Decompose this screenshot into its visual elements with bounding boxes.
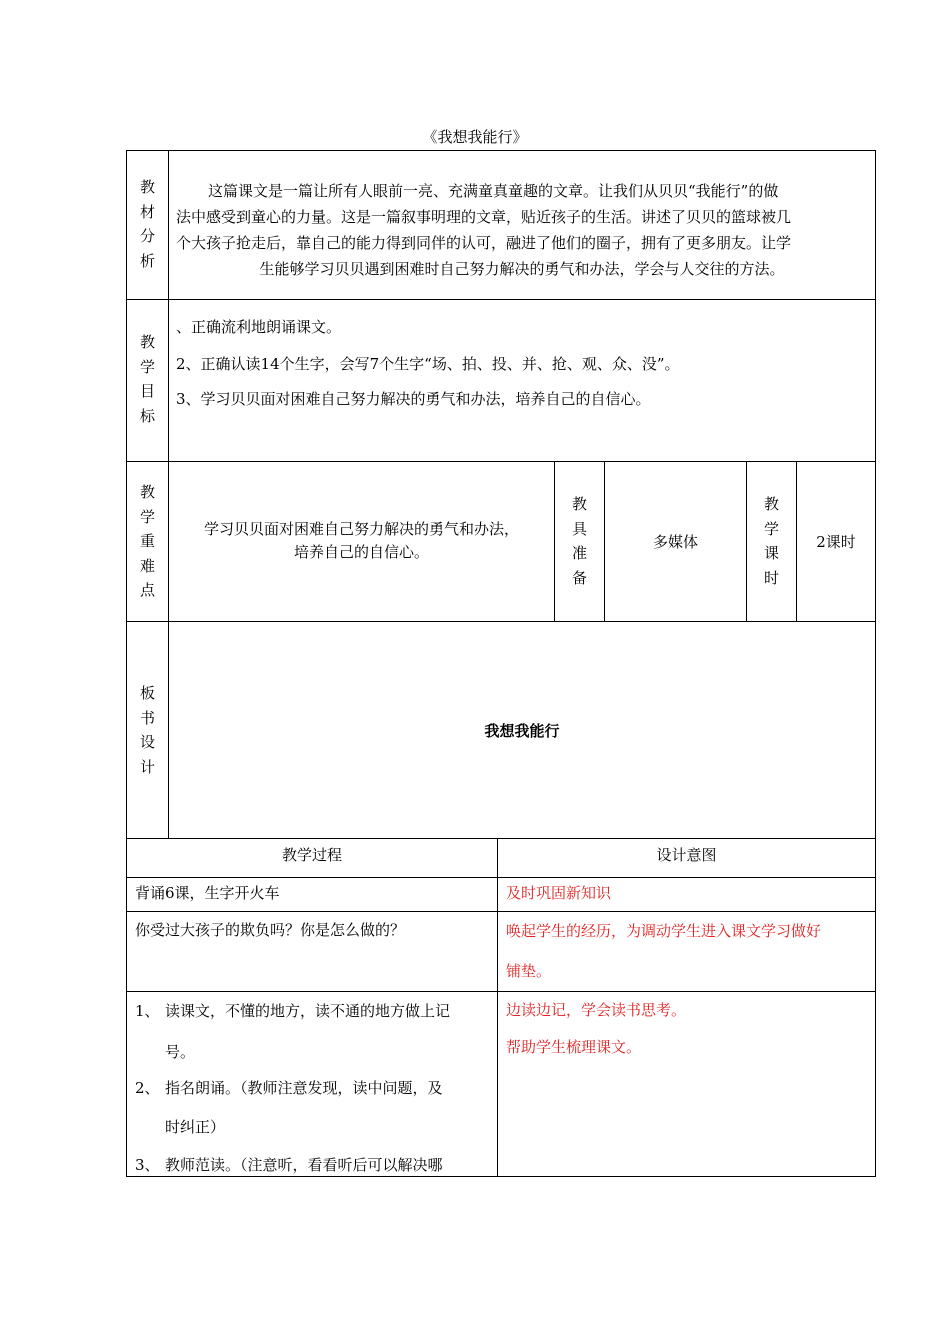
goal-item: 、正确流利地朗诵课文。 — [176, 318, 342, 336]
intent-cell: 唤起学生的经历，为调动学生进入课文学习做好 — [506, 922, 822, 940]
key-points-text: 学习贝贝面对困难自己努力解决的勇气和办法， 培养自己的自信心。 — [203, 520, 519, 561]
analysis-text: 这篇课文是一篇让所有人眼前一亮、充满童真童趣的文章。让我们从贝贝“我能行”的做 法中感受到童心的力量。这是一篇叙事明理的文章，贴近孩子的生活。讲述了贝贝的篮球被几 个大孩子抢走后，靠自己的能力得到同伴的认可，融进了他们的圈子，拥有了更多朋友。让学 生能够学习贝贝遇到困难时自己努力解决的勇气和办法，学会与人交往的方法。 — [176, 182, 792, 278]
intent-header: 设计意图 — [656, 846, 717, 864]
process-item-number: 2、 — [135, 1079, 160, 1097]
hours-value: 2课时 — [816, 533, 856, 551]
table-border — [126, 150, 127, 1177]
key-points-label: 教 学 重 难 点 — [139, 483, 155, 599]
table-border — [126, 461, 876, 462]
process-cell: 背诵6课，生字开火车 — [135, 884, 280, 902]
analysis-label: 教 材 分 析 — [139, 178, 155, 270]
process-item: 时纠正） — [165, 1118, 226, 1136]
intent-cell: 帮助学生梳理课文。 — [506, 1038, 642, 1056]
document-title: 《我想我能行》 — [422, 128, 528, 146]
board-content: 我想我能行 — [484, 722, 560, 740]
table-border — [875, 150, 876, 1177]
prep-value: 多媒体 — [652, 533, 698, 551]
process-item: 号。 — [165, 1043, 196, 1061]
table-border — [126, 877, 876, 878]
table-border — [126, 838, 876, 839]
hours-label: 教 学 课 时 — [763, 495, 779, 587]
process-cell: 你受过大孩子的欺负吗？你是怎么做的？ — [135, 921, 406, 939]
table-border — [126, 1176, 876, 1177]
table-border — [126, 621, 876, 622]
process-item-number: 3、 — [135, 1156, 160, 1174]
prep-label: 教 具 准 备 — [571, 495, 587, 587]
intent-cell: 及时巩固新知识 — [506, 884, 612, 902]
board-label: 板 书 设 计 — [139, 684, 155, 776]
process-item: 指名朗诵。（教师注意发现，读中问题，及 — [165, 1079, 443, 1097]
process-header: 教学过程 — [281, 846, 342, 864]
table-border — [126, 991, 876, 992]
process-item: 读课文，不懂的地方，读不通的地方做上记 — [165, 1002, 451, 1020]
table-border — [497, 838, 498, 1177]
goal-item: 2、正确认读14个生字，会写7个生字“场、拍、投、并、抢、观、众、没”。 — [176, 355, 680, 373]
process-item: 教师范读。（注意听，看看听后可以解决哪 — [165, 1156, 443, 1174]
table-border — [126, 150, 876, 151]
process-item-number: 1、 — [135, 1002, 160, 1020]
intent-cell: 边读边记，学会读书思考。 — [506, 1001, 687, 1019]
goals-label: 教 学 目 标 — [139, 333, 155, 425]
table-border — [126, 911, 876, 912]
table-border — [126, 299, 876, 300]
goal-item: 3、学习贝贝面对困难自己努力解决的勇气和办法，培养自己的自信心。 — [176, 390, 651, 408]
intent-cell: 铺垫。 — [506, 962, 552, 980]
